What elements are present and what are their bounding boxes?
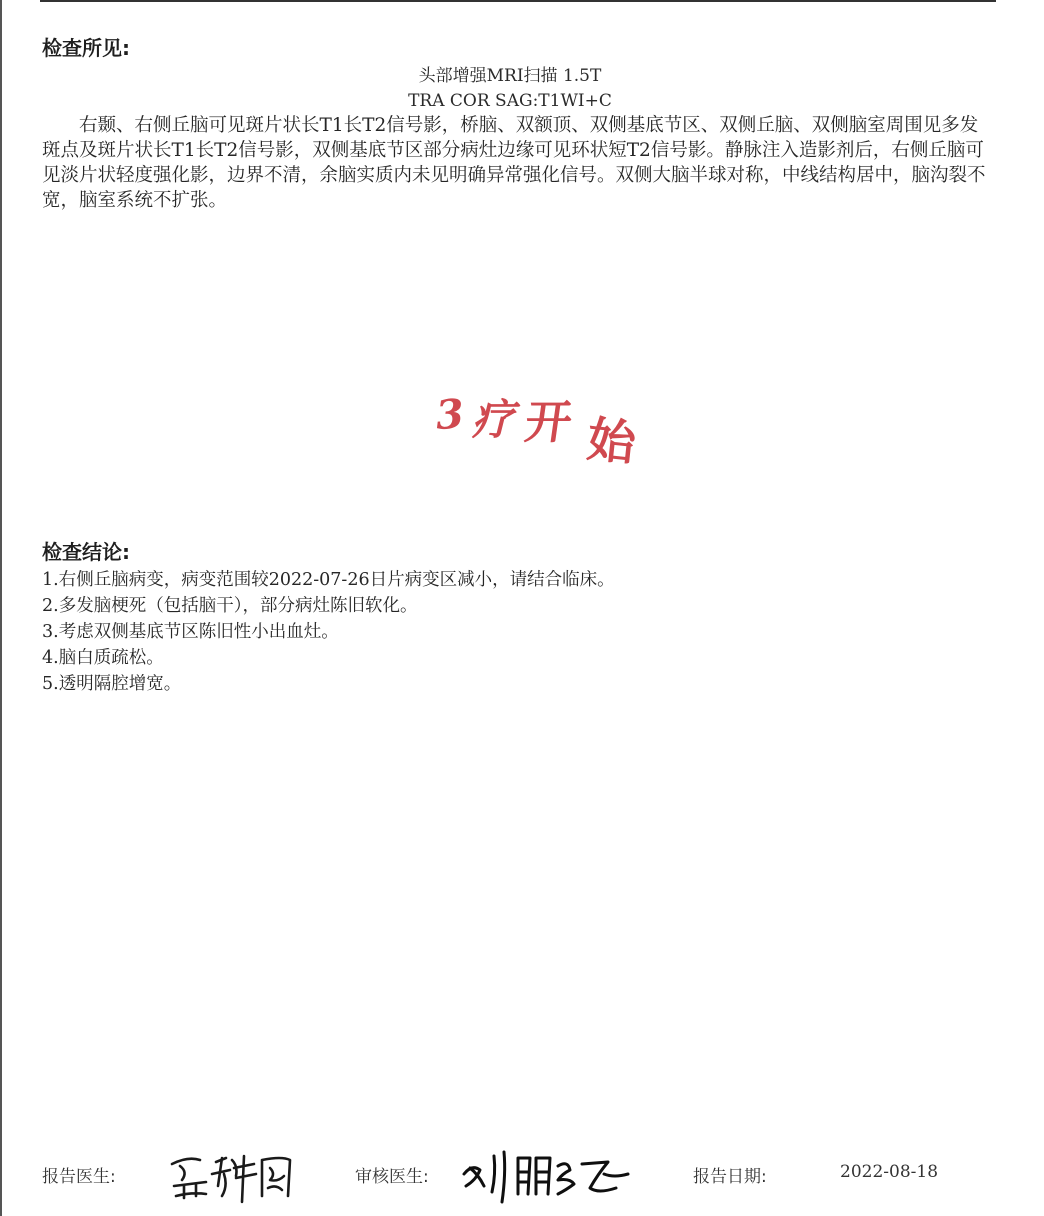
handwritten-annotation-stamp [432, 376, 662, 476]
exam-sequence-line: TRA COR SAG:T1WI+C [408, 91, 612, 111]
annotation-char-2: 开 [521, 395, 576, 449]
conclusion-list [42, 567, 615, 697]
left-border-line [0, 0, 2, 1216]
annotation-char-3: 始 [584, 411, 639, 473]
report-date-label: 报告日期: [693, 1167, 767, 1187]
conclusion-item: 1.右侧丘脑病变，病变范围较2022-07-26日片病变区减小，请结合临床。 [42, 570, 615, 590]
report-doctor-label: 报告医生: [42, 1167, 116, 1187]
review-doctor-signature [458, 1144, 648, 1206]
annotation-digit: 3 [434, 390, 466, 440]
report-footer [0, 1140, 1044, 1210]
exam-type-line: 头部增强MRI扫描 1.5T [418, 66, 602, 86]
conclusion-item: 4.脑白质疏松。 [42, 648, 164, 668]
review-doctor-label: 审核医生: [355, 1167, 429, 1187]
report-date-value: 2022-08-18 [840, 1162, 939, 1182]
conclusion-item: 2.多发脑梗死（包括脑干），部分病灶陈旧软化。 [42, 596, 418, 616]
top-border-line [40, 0, 996, 2]
findings-heading: 检查所见: [42, 36, 130, 60]
findings-text: 右颞、右侧丘脑可见斑片状长T1长T2信号影，桥脑、双额顶、双侧基底节区、双侧丘脑、双侧脑室周围见多发斑点及斑片状长T1长T2信号影，双侧基底节区部分病灶边缘可见环状短T2信号影。静脉注入造影剂后，右侧丘脑可见淡片状轻度强化影，边界不清，余脑实质内未见明确异常强化信号。双侧大脑半球对称，中线结构居中，脑沟裂不宽，脑室系统不扩张。 [42, 115, 986, 211]
annotation-char-1: 疗 [472, 395, 515, 444]
conclusion-item: 3.考虑双侧基底节区陈旧性小出血灶。 [42, 622, 339, 642]
report-doctor-signature [166, 1146, 306, 1206]
conclusion-item: 5.透明隔腔增宽。 [42, 674, 182, 694]
conclusion-heading: 检查结论: [42, 540, 130, 564]
